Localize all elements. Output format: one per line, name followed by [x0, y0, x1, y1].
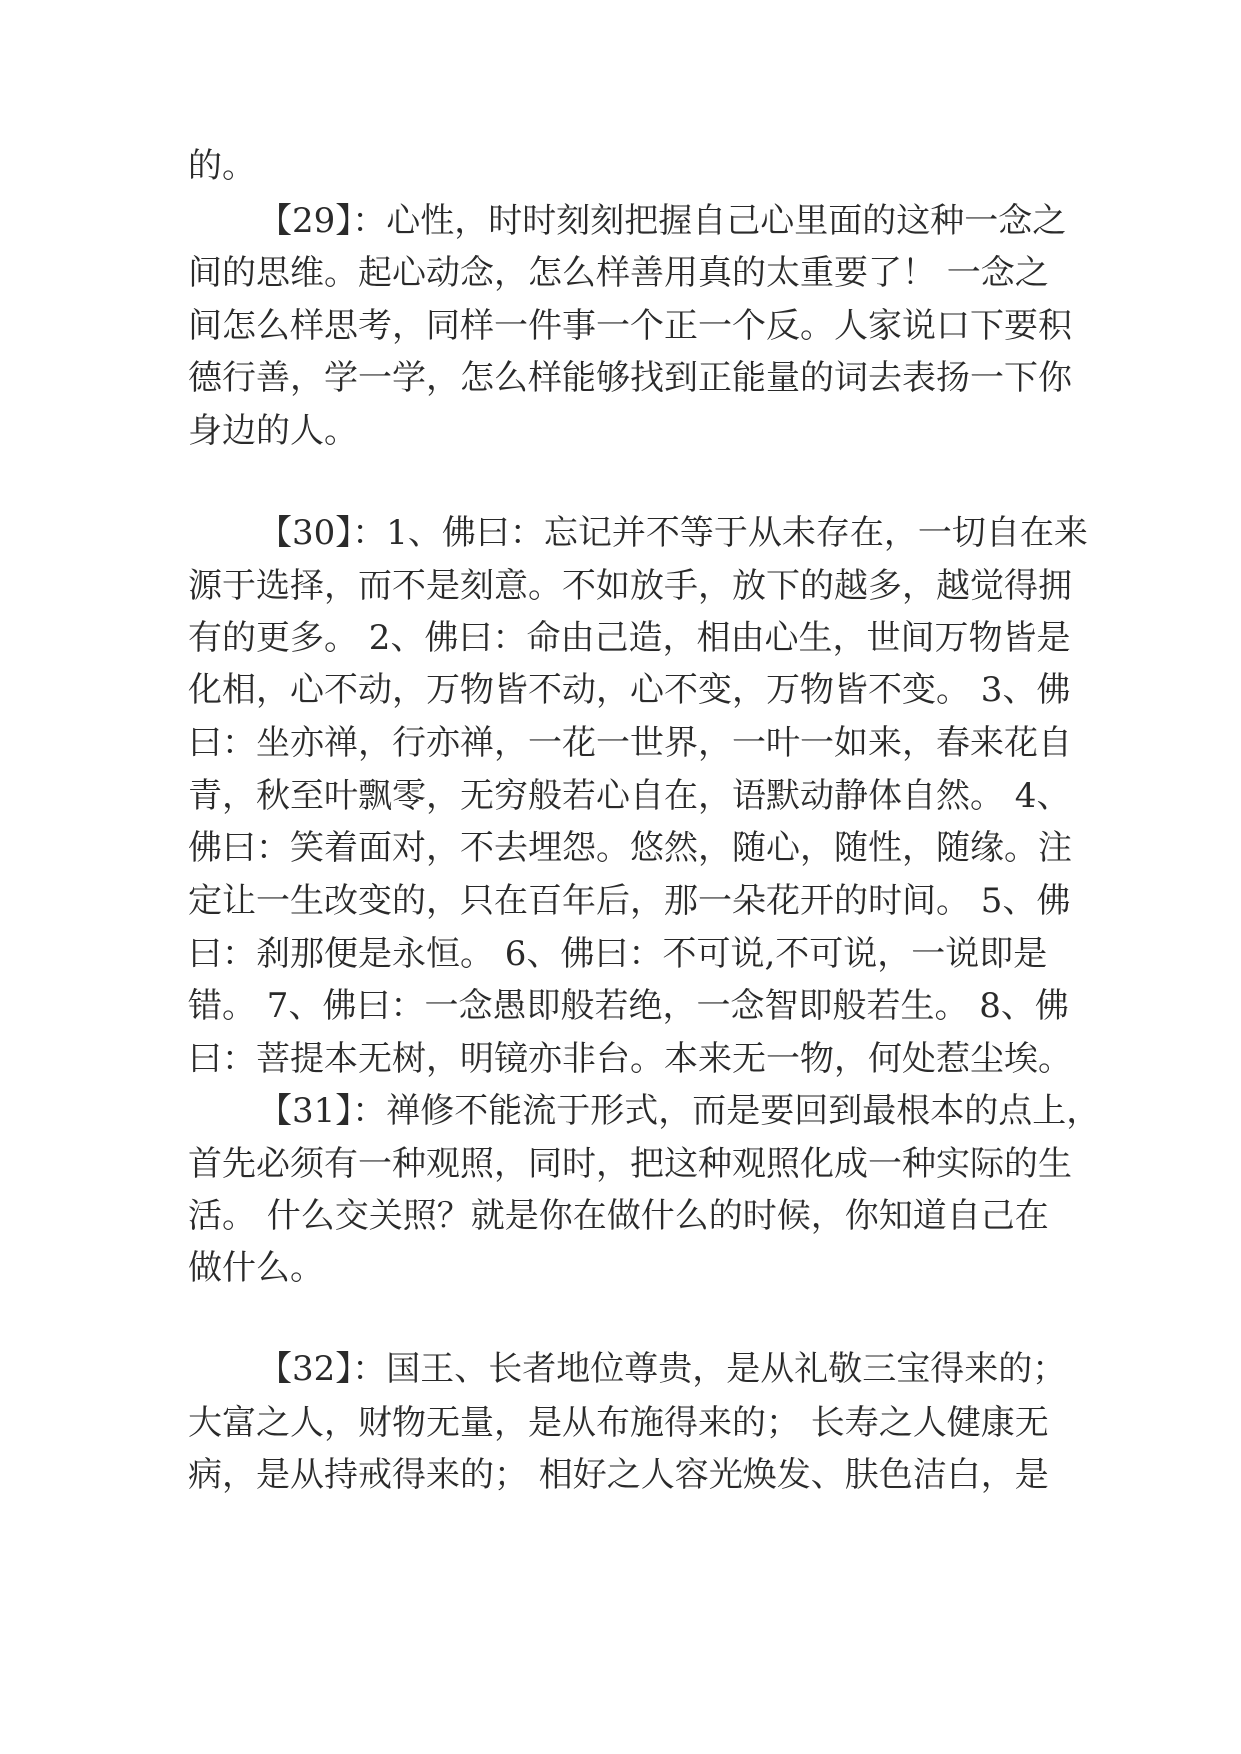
paragraph-30-first-line: 【30】：1、佛曰：忘记并不等于从未存在，一切自在来 — [258, 513, 1088, 553]
text-line: 首先必须有一种观照，同时，把这种观照化成一种实际的生 — [188, 1144, 1072, 1184]
text-line: 青，秋至叶飘零，无穷般若心自在，语默动静体自然。 4、 — [188, 776, 1071, 816]
text-line: 间怎么样思考，同样一件事一个正一个反。人家说口下要积 — [188, 306, 1072, 346]
paragraph-31-first-line: 【31】：禅修不能流于形式，而是要回到最根本的点上， — [258, 1091, 1101, 1131]
text-line: 身边的人。 — [188, 411, 358, 451]
text-line: 曰：菩提本无树，明镜亦非台。本来无一物，何处惹尘埃。 — [188, 1039, 1072, 1079]
text-line: 德行善，学一学，怎么样能够找到正能量的词去表扬一下你 — [188, 358, 1072, 398]
text-line: 病，是从持戒得来的； 相好之人容光焕发、肤色洁白，是 — [188, 1455, 1049, 1495]
text-line: 的。 — [188, 146, 256, 186]
text-line: 间的思维。起心动念，怎么样善用真的太重要了！ 一念之 — [188, 253, 1049, 293]
text-line: 定让一生改变的，只在百年后，那一朵花开的时间。 5、佛 — [188, 881, 1071, 921]
text-line: 大富之人，财物无量，是从布施得来的； 长寿之人健康无 — [188, 1403, 1049, 1443]
text-line: 源于选择，而不是刻意。不如放手，放下的越多，越觉得拥 — [188, 566, 1072, 606]
text-line: 有的更多。 2、佛曰：命由己造，相由心生，世间万物皆是 — [188, 618, 1071, 658]
text-line: 活。 什么交关照？就是你在做什么的时候，你知道自己在 — [188, 1196, 1049, 1236]
paragraph-32-first-line: 【32】：国王、长者地位尊贵，是从礼敬三宝得来的； — [258, 1349, 1067, 1389]
paragraph-29-first-line: 【29】：心性，时时刻刻把握自己心里面的这种一念之 — [258, 201, 1067, 241]
text-line: 做什么。 — [188, 1248, 324, 1288]
text-line: 曰：刹那便是永恒。 6、佛曰：不可说,不可说，一说即是 — [188, 934, 1048, 974]
text-line: 佛曰：笑着面对，不去埋怨。悠然，随心，随性，随缘。注 — [188, 828, 1072, 868]
text-line: 曰：坐亦禅，行亦禅，一花一世界，一叶一如来，春来花自 — [188, 723, 1072, 763]
text-line: 错。 7、佛曰：一念愚即般若绝，一念智即般若生。 8、佛 — [188, 986, 1069, 1026]
text-line: 化相，心不动，万物皆不动，心不变，万物皆不变。 3、佛 — [188, 670, 1071, 710]
